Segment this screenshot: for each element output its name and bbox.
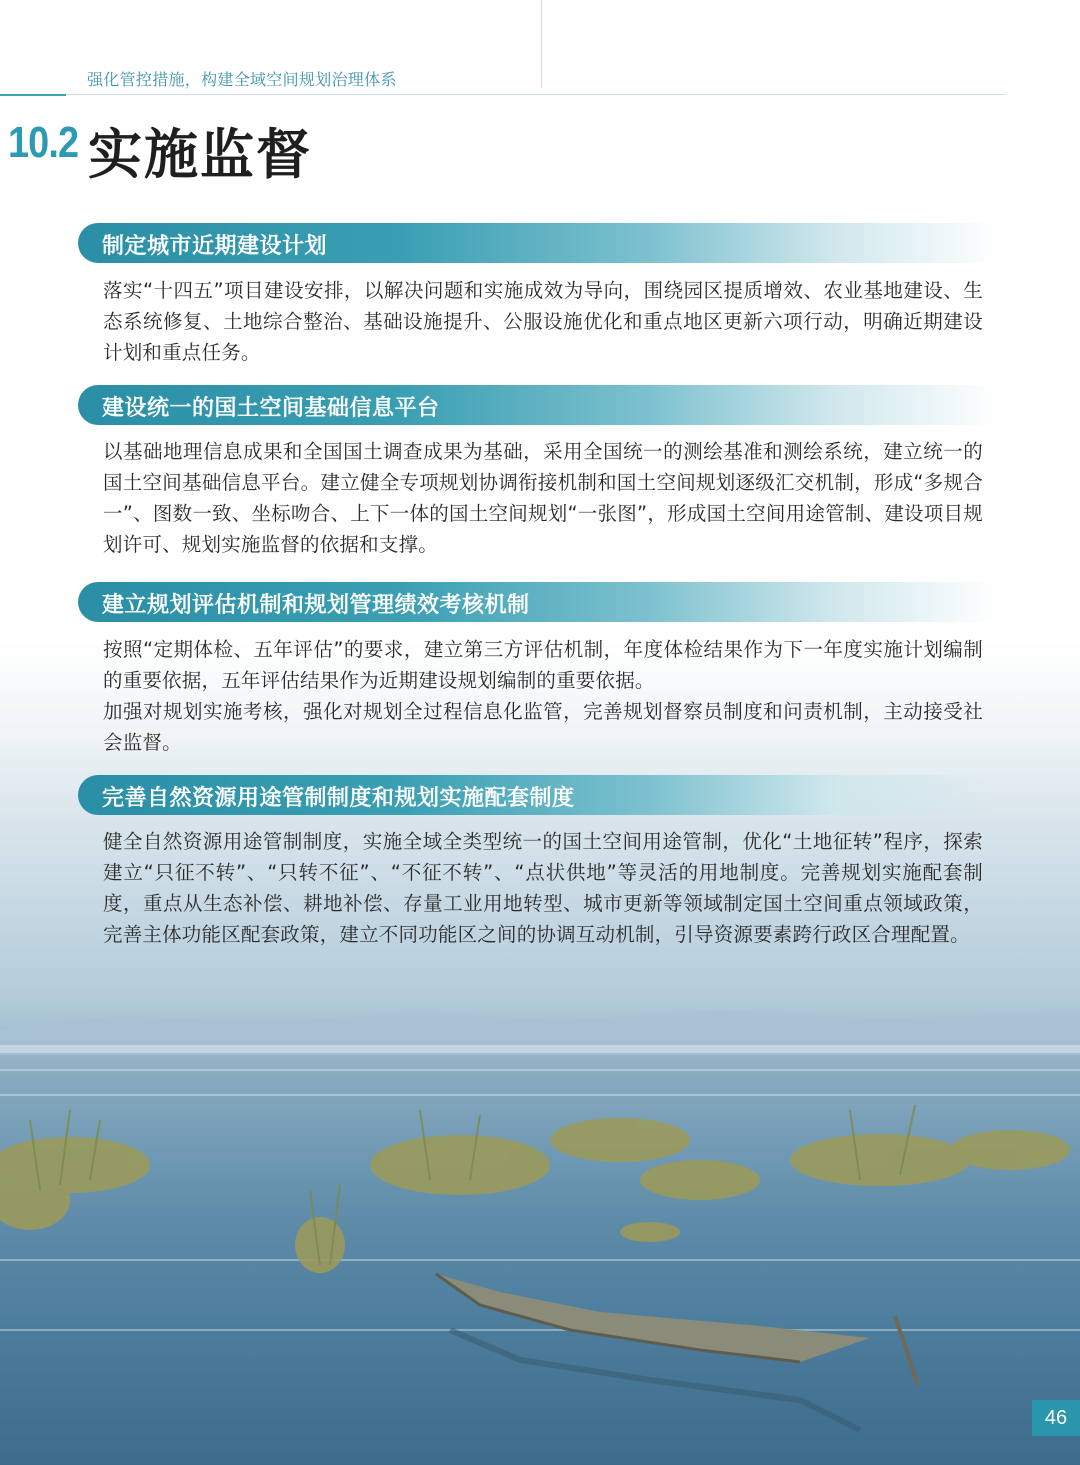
header-divider-vertical bbox=[541, 0, 542, 88]
section-number: 10.2 bbox=[8, 118, 79, 167]
subsection-heading-bar bbox=[78, 582, 998, 622]
running-head: 强化管控措施，构建全域空间规划治理体系 bbox=[87, 70, 397, 89]
subsection-heading: 制定城市近期建设计划 bbox=[102, 234, 328, 259]
subsection-heading-bar bbox=[78, 223, 998, 263]
subsection-heading: 建立规划评估机制和规划管理绩效考核机制 bbox=[102, 593, 530, 618]
header-rule-accent bbox=[0, 94, 66, 96]
subsection-heading-bar bbox=[78, 385, 998, 425]
subsection-heading: 完善自然资源用途管制制度和规划实施配套制度 bbox=[102, 786, 575, 811]
paragraph: 落实“十四五”项目建设安排，以解决问题和实施成效为导向，围绕园区提质增效、农业基地建设、生态系统修复、土地综合整治、基础设施提升、公服设施优化和重点地区更新六项行动，明确近期建设计划和重点任务。 bbox=[103, 279, 983, 364]
header-rule bbox=[66, 94, 1006, 95]
paragraph: 健全自然资源用途管制制度，实施全域全类型统一的国土空间用途管制，优化“土地征转”程序，探索建立“只征不转”、“只转不征”、“不征不转”、“点状供地”等灵活的用地制度。完善规划实施配套制度，重点从生态补偿、耕地补偿、存量工业用地转型、城市更新等领域制定国土空间重点领域政策，完善主体功能区配套政策，建立不同功能区之间的协调互动机制，引导资源要素跨行政区合理配置。 bbox=[103, 830, 983, 946]
subsection-heading-bar bbox=[78, 775, 998, 815]
subsection-heading: 建设统一的国土空间基础信息平台 bbox=[102, 396, 440, 421]
paragraph: 加强对规划实施考核，强化对规划全过程信息化监管，完善规划督察员制度和问责机制，主动接受社会监督。 bbox=[103, 700, 983, 754]
paragraph: 按照“定期体检、五年评估”的要求，建立第三方评估机制，年度体检结果作为下一年度实施计划编制的重要依据，五年评估结果作为近期建设规划编制的重要依据。 bbox=[103, 638, 983, 692]
paragraph: 以基础地理信息成果和全国国土调查成果为基础，采用全国统一的测绘基准和测绘系统，建立统一的国土空间基础信息平台。建立健全专项规划协调衔接机制和国土空间规划逐级汇交机制，形成“多规合一”、图数一致、坐标吻合、上下一体的国土空间规划“一张图”，形成国土空间用途管制、建设项目规划许可、规划实施监督的依据和支撑。 bbox=[103, 440, 983, 556]
page-number: 46 bbox=[1032, 1400, 1080, 1436]
section-title: 实施监督 bbox=[88, 123, 312, 186]
